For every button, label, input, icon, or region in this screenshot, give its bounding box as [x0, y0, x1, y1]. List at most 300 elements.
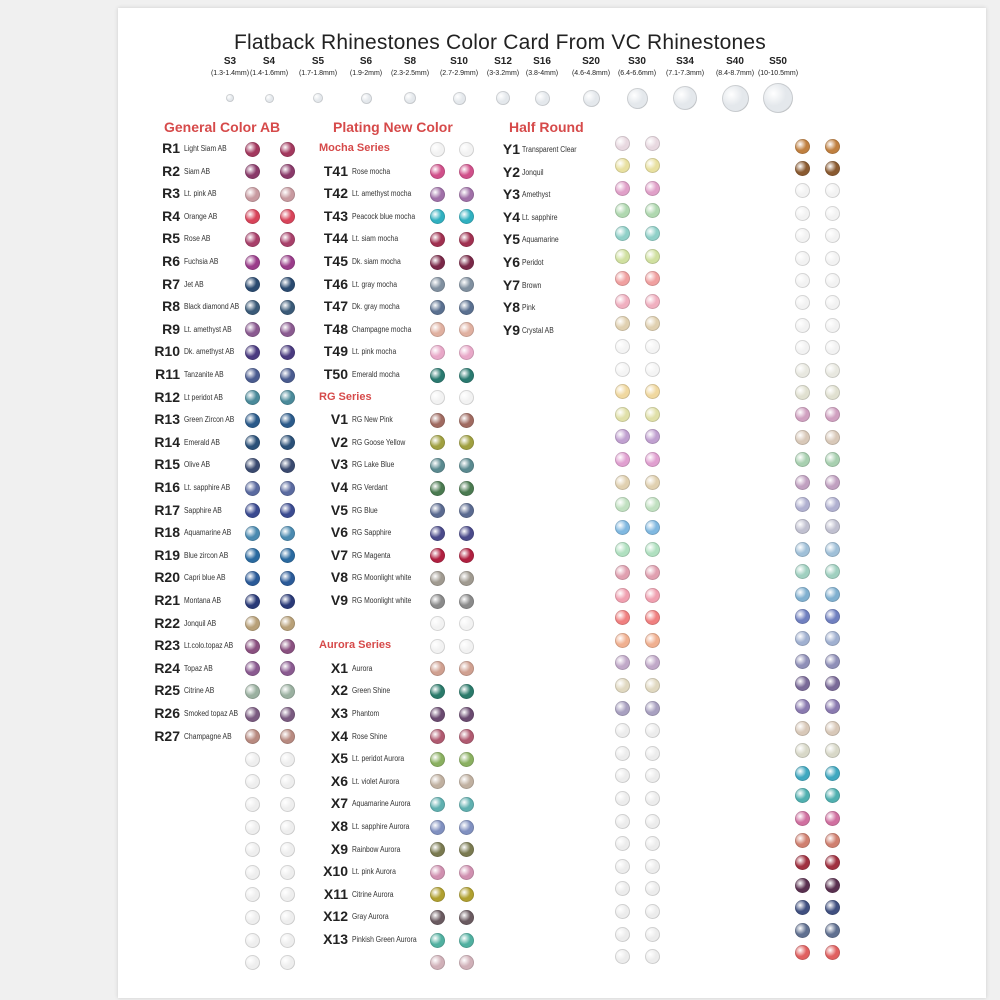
rhinestone-swatch [795, 766, 810, 781]
rhinestone-swatch [825, 766, 840, 781]
rhinestone-swatch [645, 158, 660, 173]
rhinestone-swatch [615, 158, 630, 173]
rhinestone-swatch [245, 481, 260, 496]
rhinestone-swatch [615, 181, 630, 196]
rhinestone-swatch [280, 752, 295, 767]
rhinestone-swatch [459, 142, 474, 157]
rhinestone-swatch [245, 887, 260, 902]
rhinestone-swatch [645, 791, 660, 806]
rhinestone-swatch [645, 836, 660, 851]
rhinestone-swatch [615, 859, 630, 874]
rhinestone-swatch [825, 900, 840, 915]
rhinestone-swatch [245, 729, 260, 744]
rhinestone-swatch [825, 497, 840, 512]
rhinestone-swatch [615, 203, 630, 218]
color-code: X1 [330, 659, 348, 676]
rhinestone-swatch [645, 294, 660, 309]
rhinestone-swatch [280, 526, 295, 541]
rhinestone-swatch [795, 139, 810, 154]
rhinestone-swatch [459, 458, 474, 473]
color-name: Lt.colo.topaz AB [184, 641, 234, 651]
rhinestone-swatch [459, 842, 474, 857]
rhinestone-swatch [795, 385, 810, 400]
rhinestone-swatch [795, 542, 810, 557]
color-name: Lt. gray mocha [352, 279, 397, 289]
rhinestone-swatch [430, 797, 445, 812]
rhinestone-swatch [795, 855, 810, 870]
rhinestone-swatch [459, 503, 474, 518]
color-name: Pinkish Green Aurora [352, 935, 417, 944]
rhinestone-swatch [645, 520, 660, 535]
rhinestone-swatch [459, 548, 474, 563]
rhinestone-swatch [430, 616, 445, 631]
color-name: RG Verdant [352, 483, 388, 492]
rhinestone-swatch [825, 363, 840, 378]
rhinestone-swatch [430, 368, 445, 383]
rhinestone-swatch [645, 588, 660, 603]
color-code: R11 [155, 366, 180, 382]
rhinestone-swatch [361, 93, 372, 104]
color-name: Brown [522, 280, 542, 290]
rhinestone-swatch [645, 814, 660, 829]
rhinestone-swatch [280, 277, 295, 292]
color-code: Y2 [502, 163, 520, 180]
rhinestone-swatch [280, 548, 295, 563]
rhinestone-swatch [825, 676, 840, 691]
color-name: Tanzanite AB [184, 370, 224, 379]
color-code: R5 [162, 230, 180, 247]
color-code: T50 [323, 366, 348, 382]
rhinestone-swatch [795, 654, 810, 669]
rhinestone-swatch [795, 318, 810, 333]
rhinestone-swatch [795, 161, 810, 176]
size-mm: (7.1-7.3mm) [665, 70, 705, 77]
rhinestone-swatch [615, 407, 630, 422]
rhinestone-swatch [615, 294, 630, 309]
size-code: S40 [726, 56, 744, 67]
rhinestone-swatch [430, 820, 445, 835]
color-name: Olive AB [184, 460, 211, 470]
rhinestone-swatch [430, 933, 445, 948]
color-name: Emerald mocha [352, 370, 400, 379]
color-code: R24 [154, 659, 180, 676]
rhinestone-swatch [280, 435, 295, 450]
size-mm: (2.3-2.5mm) [390, 70, 430, 77]
rhinestone-swatch [280, 187, 295, 202]
rhinestone-swatch [453, 92, 466, 105]
rhinestone-swatch [459, 368, 474, 383]
size-code: S10 [450, 56, 468, 67]
size-mm: (1.9-2mm) [349, 70, 383, 77]
rhinestone-swatch [795, 900, 810, 915]
rhinestone-swatch [245, 594, 260, 609]
rhinestone-swatch [615, 610, 630, 625]
rhinestone-swatch [825, 430, 840, 445]
rhinestone-swatch [645, 475, 660, 490]
color-code: R14 [154, 433, 180, 450]
rhinestone-swatch [615, 542, 630, 557]
rhinestone-swatch [615, 927, 630, 942]
rhinestone-swatch [459, 413, 474, 428]
rhinestone-swatch [825, 452, 840, 467]
rhinestone-swatch [280, 255, 295, 270]
color-name: Green Shine [352, 686, 391, 696]
size-code: S5 [311, 56, 325, 67]
color-code: X6 [330, 772, 348, 789]
rhinestone-swatch [825, 161, 840, 176]
color-code: R4 [162, 207, 180, 224]
rhinestone-swatch [245, 661, 260, 676]
rhinestone-swatch [825, 139, 840, 154]
color-name: Lt. sapphire AB [184, 483, 231, 492]
rhinestone-swatch [430, 277, 445, 292]
color-name: Lt. peridot Aurora [352, 754, 405, 764]
color-code: R22 [154, 614, 180, 631]
rhinestone-swatch [795, 340, 810, 355]
color-code: R19 [154, 546, 180, 563]
rhinestone-swatch [459, 526, 474, 541]
rhinestone-swatch [825, 631, 840, 646]
rhinestone-swatch [615, 655, 630, 670]
color-name: Jonquil AB [184, 618, 217, 628]
rhinestone-swatch [795, 743, 810, 758]
rhinestone-swatch [245, 684, 260, 699]
color-code: R15 [154, 456, 180, 473]
rhinestone-swatch [245, 368, 260, 383]
rhinestone-swatch [583, 90, 600, 107]
rhinestone-swatch [265, 94, 274, 103]
rhinestone-swatch [245, 277, 260, 292]
rhinestone-swatch [795, 452, 810, 467]
rhinestone-swatch [459, 955, 474, 970]
rhinestone-swatch [280, 616, 295, 631]
rhinestone-swatch [430, 142, 445, 157]
rhinestone-swatch [280, 661, 295, 676]
rhinestone-swatch [645, 655, 660, 670]
rhinestone-swatch [645, 633, 660, 648]
rhinestone-swatch [280, 142, 295, 157]
rhinestone-swatch [795, 699, 810, 714]
rhinestone-swatch [496, 91, 510, 105]
color-name: Pink [522, 303, 536, 313]
color-name: Jet AB [184, 279, 204, 289]
rhinestone-swatch [459, 277, 474, 292]
rhinestone-swatch [280, 345, 295, 360]
color-name: Dk. gray mocha [352, 302, 400, 312]
color-code: X12 [323, 908, 348, 925]
color-name: Lt. sapphire [522, 212, 558, 222]
color-name: RG Sapphire [352, 528, 392, 538]
rhinestone-swatch [280, 368, 295, 383]
rhinestone-swatch [795, 475, 810, 490]
rhinestone-swatch [245, 616, 260, 631]
color-code: T48 [323, 320, 348, 337]
rhinestone-swatch [645, 610, 660, 625]
size-code: S34 [676, 56, 694, 67]
rhinestone-swatch [430, 345, 445, 360]
color-code: X3 [330, 705, 348, 721]
rhinestone-swatch [245, 164, 260, 179]
color-name: Orange AB [184, 211, 218, 221]
rhinestone-swatch [459, 820, 474, 835]
rhinestone-swatch [280, 820, 295, 835]
rhinestone-swatch [645, 949, 660, 964]
size-code: S4 [262, 56, 276, 67]
rhinestone-swatch [825, 407, 840, 422]
rhinestone-swatch [459, 390, 474, 405]
color-code: X13 [323, 931, 348, 947]
rhinestone-swatch [459, 865, 474, 880]
rhinestone-swatch [763, 83, 793, 113]
rhinestone-swatch [430, 639, 445, 654]
color-code: X7 [330, 795, 348, 812]
rhinestone-swatch [459, 255, 474, 270]
color-code: Y8 [502, 299, 520, 316]
rhinestone-swatch [280, 300, 295, 315]
rhinestone-swatch [430, 887, 445, 902]
section-half-round: Half Round [509, 119, 584, 135]
rhinestone-swatch [430, 390, 445, 405]
rhinestone-swatch [795, 945, 810, 960]
rhinestone-swatch [459, 797, 474, 812]
rhinestone-swatch [245, 910, 260, 925]
rhinestone-swatch [645, 271, 660, 286]
rhinestone-swatch [280, 933, 295, 948]
size-mm: (6.4-6.6mm) [617, 70, 657, 77]
rhinestone-swatch [795, 676, 810, 691]
color-code: T49 [323, 343, 348, 360]
rhinestone-swatch [615, 746, 630, 761]
rhinestone-swatch [245, 187, 260, 202]
rhinestone-swatch [645, 859, 660, 874]
rhinestone-swatch [459, 322, 474, 337]
color-code: R20 [154, 569, 180, 586]
color-name: Aquamarine Aurora [352, 799, 411, 809]
rhinestone-swatch [795, 228, 810, 243]
size-code: S30 [628, 56, 646, 67]
rhinestone-swatch [795, 833, 810, 848]
rhinestone-swatch [280, 797, 295, 812]
rhinestone-swatch [430, 209, 445, 224]
rhinestone-swatch [280, 209, 295, 224]
rhinestone-swatch [459, 435, 474, 450]
rhinestone-swatch [795, 564, 810, 579]
rhinestone-swatch [430, 707, 445, 722]
rhinestone-swatch [280, 729, 295, 744]
rhinestone-swatch [245, 322, 260, 337]
rhinestone-swatch [825, 475, 840, 490]
rhinestone-swatch [245, 752, 260, 767]
color-code: V3 [330, 456, 348, 473]
rhinestone-swatch [245, 842, 260, 857]
rhinestone-swatch [722, 85, 749, 112]
color-name: Emerald AB [184, 437, 220, 447]
rhinestone-swatch [825, 564, 840, 579]
rhinestone-swatch [459, 232, 474, 247]
size-code: S12 [494, 56, 512, 67]
size-mm: (2.7-2.9mm) [439, 70, 479, 77]
color-name: Jonquil [522, 167, 544, 177]
rhinestone-swatch [825, 251, 840, 266]
rhinestone-swatch [280, 684, 295, 699]
rhinestone-swatch [645, 429, 660, 444]
color-code: Y5 [502, 231, 520, 248]
rhinestone-swatch [430, 481, 445, 496]
rhinestone-swatch [795, 721, 810, 736]
color-name: Aquamarine [522, 235, 559, 245]
color-code: T42 [323, 185, 348, 202]
color-name: Aurora [352, 663, 373, 673]
color-name: Smoked topaz AB [184, 709, 239, 718]
rhinestone-swatch [795, 363, 810, 378]
rhinestone-swatch [795, 407, 810, 422]
rhinestone-swatch [280, 481, 295, 496]
color-name: RG New Pink [352, 415, 393, 425]
rhinestone-swatch [245, 142, 260, 157]
color-name: Lt. violet Aurora [352, 776, 400, 786]
color-name: Rainbow Aurora [352, 844, 401, 854]
rhinestone-swatch [280, 910, 295, 925]
color-name: RG Goose Yellow [352, 437, 406, 447]
rhinestone-swatch [245, 458, 260, 473]
rhinestone-swatch [245, 955, 260, 970]
rhinestone-swatch [645, 181, 660, 196]
color-name: Lt. pink AB [184, 189, 217, 199]
rhinestone-swatch [430, 752, 445, 767]
color-code: R23 [154, 637, 180, 654]
rhinestone-swatch [280, 322, 295, 337]
rhinestone-swatch [825, 699, 840, 714]
color-code: R27 [154, 727, 180, 744]
rhinestone-swatch [245, 526, 260, 541]
color-name: Lt. siam mocha [352, 234, 399, 244]
rhinestone-swatch [459, 707, 474, 722]
color-name: Lt peridot AB [184, 392, 223, 402]
color-name: Lt. pink mocha [352, 347, 397, 357]
rhinestone-swatch [615, 768, 630, 783]
color-code: V7 [330, 546, 348, 563]
rhinestone-swatch [430, 684, 445, 699]
rhinestone-swatch [615, 316, 630, 331]
rhinestone-swatch [535, 91, 550, 106]
rhinestone-swatch [245, 707, 260, 722]
rhinestone-swatch [795, 206, 810, 221]
size-code: S8 [403, 56, 417, 67]
rhinestone-swatch [825, 833, 840, 848]
rhinestone-swatch [645, 362, 660, 377]
rhinestone-swatch [245, 232, 260, 247]
rhinestone-swatch [430, 842, 445, 857]
color-name: Aquamarine AB [184, 528, 232, 538]
rhinestone-swatch [459, 774, 474, 789]
color-code: R6 [162, 253, 180, 269]
size-code: S6 [359, 56, 373, 67]
rhinestone-swatch [615, 136, 630, 151]
size-code: S16 [533, 56, 551, 67]
rhinestone-swatch [313, 93, 323, 103]
rhinestone-swatch [795, 811, 810, 826]
color-name: RG Blue [352, 505, 378, 515]
rhinestone-swatch [459, 639, 474, 654]
rhinestone-swatch [280, 390, 295, 405]
color-code: Y1 [502, 141, 520, 157]
color-name: Citrine Aurora [352, 889, 394, 899]
size-mm: (1.4-1.6mm) [249, 70, 289, 77]
size-code: S50 [769, 56, 787, 67]
color-code: R2 [162, 162, 180, 179]
rhinestone-swatch [430, 322, 445, 337]
rhinestone-swatch [245, 933, 260, 948]
color-name: Montana AB [184, 596, 222, 605]
size-mm: (3.8-4mm) [525, 70, 559, 77]
rhinestone-swatch [825, 721, 840, 736]
rhinestone-swatch [825, 878, 840, 893]
rhinestone-swatch [615, 814, 630, 829]
color-code: R17 [154, 501, 180, 518]
rhinestone-swatch [430, 413, 445, 428]
rhinestone-swatch [645, 904, 660, 919]
size-mm: (4.6-4.8mm) [571, 70, 611, 77]
rhinestone-swatch [459, 661, 474, 676]
rhinestone-swatch [825, 206, 840, 221]
rhinestone-swatch [280, 164, 295, 179]
rhinestone-swatch [430, 774, 445, 789]
color-name: Gray Aurora [352, 912, 389, 922]
rhinestone-swatch [459, 729, 474, 744]
rhinestone-swatch [615, 384, 630, 399]
color-name: Citrine AB [184, 686, 215, 696]
color-name: Black diamond AB [184, 302, 240, 312]
rhinestone-swatch [280, 503, 295, 518]
rhinestone-swatch [280, 887, 295, 902]
rhinestone-swatch [430, 435, 445, 450]
rhinestone-swatch [795, 497, 810, 512]
color-code: R7 [162, 275, 180, 292]
color-code: Y9 [502, 321, 520, 338]
rhinestone-swatch [430, 300, 445, 315]
rhinestone-swatch [245, 300, 260, 315]
color-code: X11 [323, 885, 348, 902]
rhinestone-swatch [645, 723, 660, 738]
rhinestone-swatch [245, 435, 260, 450]
rhinestone-swatch [645, 226, 660, 241]
rhinestone-swatch [615, 226, 630, 241]
color-name: RG Magenta [352, 550, 391, 560]
rhinestone-swatch [280, 458, 295, 473]
rhinestone-swatch [825, 945, 840, 960]
color-code: R18 [154, 524, 180, 541]
color-name: Peridot [522, 258, 544, 267]
rhinestone-swatch [825, 587, 840, 602]
rhinestone-swatch [825, 385, 840, 400]
color-code: T43 [323, 207, 348, 224]
rhinestone-swatch [825, 318, 840, 333]
color-code: R12 [154, 388, 180, 405]
rhinestone-swatch [430, 955, 445, 970]
rhinestone-swatch [795, 788, 810, 803]
size-mm: (1.3-1.4mm) [210, 70, 250, 77]
color-name: Lt. amethyst AB [184, 324, 232, 334]
color-name: Topaz AB [184, 663, 213, 673]
rhinestone-swatch [245, 774, 260, 789]
section-plating-new-color: Plating New Color [333, 119, 453, 135]
rhinestone-swatch [459, 300, 474, 315]
rhinestone-swatch [825, 340, 840, 355]
rhinestone-swatch [615, 520, 630, 535]
rhinestone-swatch [459, 594, 474, 609]
color-name: Transparent Clear [522, 145, 577, 154]
rhinestone-swatch [615, 904, 630, 919]
